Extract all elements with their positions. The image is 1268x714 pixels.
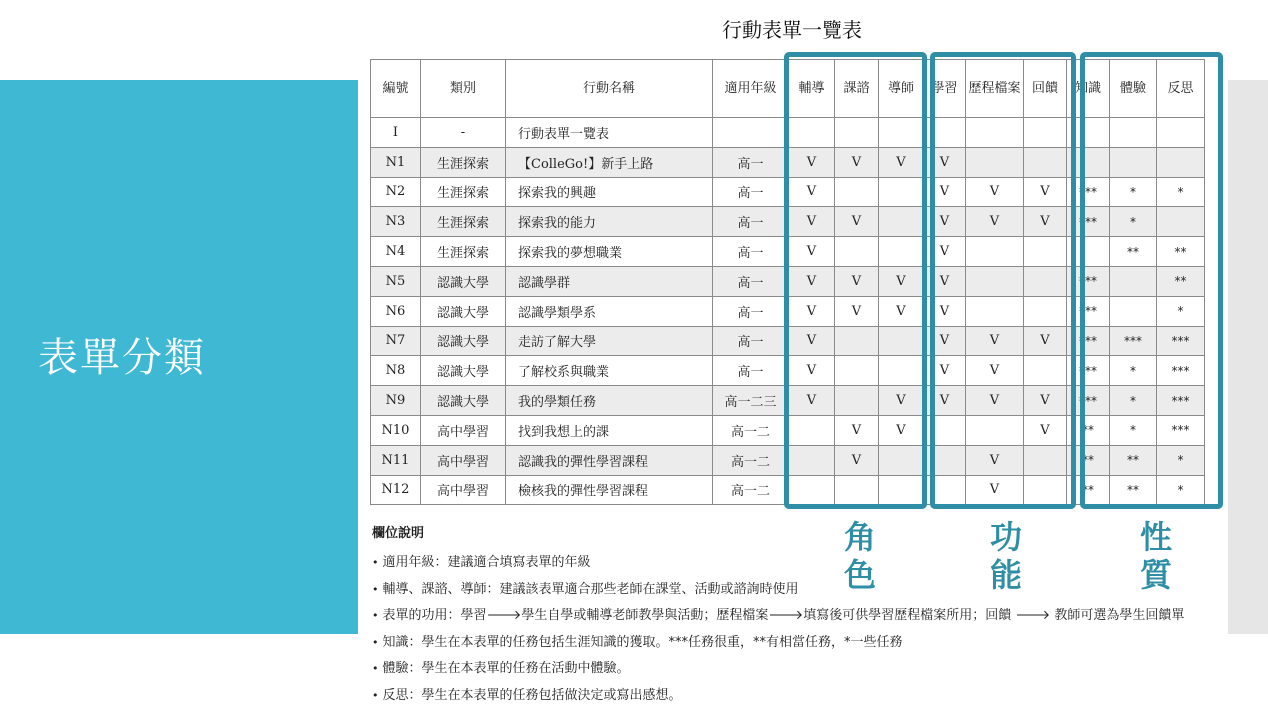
nature-group-box — [1080, 52, 1223, 509]
table-cell: V — [879, 415, 924, 445]
note-line — [372, 656, 1184, 683]
table-cell: V — [789, 237, 835, 267]
table-cell: ** — [1067, 475, 1110, 505]
table-cell: V — [966, 177, 1024, 207]
table-cell: N9 — [371, 386, 421, 416]
table-cell: 探索我的興趣 — [506, 177, 713, 207]
table-cell: V — [789, 266, 835, 296]
table-cell: ** — [1157, 237, 1205, 267]
note-text: 知識：學生在本表單的任務包括生涯知識的獲取。***任務很重，**有相當任務，*一些任務 — [382, 634, 903, 650]
table-cell: * — [1157, 177, 1205, 207]
note-text: 體驗：學生在本表單的任務在活動中體驗。 — [382, 661, 630, 676]
field-notes — [372, 522, 1184, 709]
table-cell: * — [1110, 415, 1157, 445]
table-cell: V — [835, 207, 879, 237]
table-cell: V — [879, 386, 924, 416]
table-cell: N2 — [371, 177, 421, 207]
table-cell: 我的學類任務 — [506, 386, 713, 416]
table-cell: *** — [1157, 415, 1205, 445]
table-cell: V — [966, 356, 1024, 386]
table-cell: V — [924, 266, 966, 296]
table-cell: V — [1024, 207, 1067, 237]
table-cell: 認識大學 — [421, 296, 506, 326]
table-cell: V — [924, 356, 966, 386]
table-cell: 認識學類學系 — [506, 296, 713, 326]
table-cell: V — [835, 266, 879, 296]
table-cell: 高一 — [713, 147, 789, 177]
bullet-icon: • — [372, 582, 379, 596]
table-cell: N4 — [371, 237, 421, 267]
table-cell: 認識大學 — [421, 266, 506, 296]
table-cell: *** — [1157, 356, 1205, 386]
table-cell: N11 — [371, 445, 421, 475]
table-cell: 認識大學 — [421, 356, 506, 386]
table-cell: 找到我想上的課 — [506, 415, 713, 445]
table-cell: *** — [1067, 326, 1110, 356]
table-cell: ** — [1110, 475, 1157, 505]
table-cell: 高一二 — [713, 475, 789, 505]
table-cell: V — [789, 296, 835, 326]
table-cell: 高一二 — [713, 445, 789, 475]
table-cell: V — [879, 266, 924, 296]
function-group-box — [930, 52, 1076, 509]
table-cell: V — [789, 326, 835, 356]
table-cell: 認識我的彈性學習課程 — [506, 445, 713, 475]
table-cell: *** — [1157, 386, 1205, 416]
note-line — [372, 630, 1184, 657]
notes-title: 欄位說明 — [372, 526, 425, 541]
table-cell: N10 — [371, 415, 421, 445]
table-cell: V — [789, 147, 835, 177]
table-cell: *** — [1067, 207, 1110, 237]
column-header: 類別 — [421, 60, 506, 118]
table-cell: 高中學習 — [421, 445, 506, 475]
section-panel — [0, 80, 358, 634]
table-cell: V — [924, 326, 966, 356]
table-cell: *** — [1067, 386, 1110, 416]
table-cell: V — [966, 207, 1024, 237]
table-cell: N1 — [371, 147, 421, 177]
table-cell: V — [1024, 177, 1067, 207]
table-cell: V — [924, 237, 966, 267]
section-title: 表單分類 — [38, 335, 206, 381]
table-cell: V — [966, 386, 1024, 416]
document-title: 行動表單一覽表 — [722, 18, 862, 42]
column-header: 行動名稱 — [506, 60, 713, 118]
column-header: 輔導 — [789, 60, 835, 118]
bullet-icon: • — [372, 635, 379, 649]
column-header: 課諮 — [835, 60, 879, 118]
table-cell: 生涯探索 — [421, 177, 506, 207]
table-cell: N3 — [371, 207, 421, 237]
table-cell: 探索我的能力 — [506, 207, 713, 237]
side-strip — [1228, 80, 1268, 634]
note-text: 輔導、課諮、導師：建議該表單適合那些老師在課堂、活動或諮詢時使用 — [382, 581, 799, 597]
table-cell: *** — [1067, 266, 1110, 296]
table-cell: 高一 — [713, 266, 789, 296]
nature-group-label: 性質 — [1139, 518, 1172, 594]
table-cell: V — [879, 147, 924, 177]
column-header: 學習 — [924, 60, 966, 118]
column-header: 編號 — [371, 60, 421, 118]
column-header: 體驗 — [1110, 60, 1157, 118]
table-cell: V — [924, 207, 966, 237]
table-cell: 高中學習 — [421, 475, 506, 505]
table-cell: 高一二三 — [713, 386, 789, 416]
table-cell: I — [371, 118, 421, 148]
table-cell: V — [924, 177, 966, 207]
table-cell: - — [421, 118, 506, 148]
function-group-label: 功能 — [989, 518, 1022, 594]
table-cell: V — [1024, 386, 1067, 416]
table-cell: ** — [1110, 445, 1157, 475]
table-cell: *** — [1157, 326, 1205, 356]
bullet-icon: • — [372, 609, 379, 622]
column-header: 反思 — [1157, 60, 1205, 118]
table-cell: *** — [1067, 177, 1110, 207]
bullet-icon: • — [372, 688, 379, 702]
table-cell: * — [1157, 296, 1205, 326]
table-cell: 探索我的夢想職業 — [506, 237, 713, 267]
table-cell: V — [789, 386, 835, 416]
table-cell: 高一 — [713, 296, 789, 326]
table-cell: *** — [1067, 296, 1110, 326]
column-header: 知識 — [1067, 60, 1110, 118]
table-cell: V — [924, 296, 966, 326]
note-line — [372, 603, 1184, 630]
table-cell: ** — [1067, 415, 1110, 445]
role-group-box — [784, 52, 927, 509]
table-cell: 生涯探索 — [421, 147, 506, 177]
table-cell: * — [1110, 177, 1157, 207]
table-cell: * — [1157, 475, 1205, 505]
table-cell: 高一 — [713, 177, 789, 207]
table-cell: V — [924, 147, 966, 177]
table-cell: 生涯探索 — [421, 237, 506, 267]
table-cell: 生涯探索 — [421, 207, 506, 237]
table-cell: * — [1110, 386, 1157, 416]
note-line — [372, 577, 1184, 604]
table-cell: V — [835, 147, 879, 177]
table-cell: 高一二 — [713, 415, 789, 445]
column-header: 適用年級 — [713, 60, 789, 118]
note-text: 表單的功用：學習🡒學生自學或輔導老師教學與活動；歷程檔案🡒填寫後可供學習歷程檔案所用；回饋 🡒 教師可選為學生回饋單 — [382, 608, 1185, 623]
note-line — [372, 683, 1184, 710]
bullet-icon: • — [372, 556, 379, 569]
table-cell: N7 — [371, 326, 421, 356]
table-cell: 走訪了解大學 — [506, 326, 713, 356]
table-cell: V — [835, 445, 879, 475]
table-cell — [713, 118, 789, 148]
table-cell: V — [789, 356, 835, 386]
table-cell: ** — [1110, 237, 1157, 267]
table-cell: V — [966, 326, 1024, 356]
table-cell: 【ColleGo!】新手上路 — [506, 147, 713, 177]
role-group-label: 角色 — [843, 518, 876, 594]
table-cell: V — [789, 207, 835, 237]
table-cell: N6 — [371, 296, 421, 326]
column-header: 歷程檔案 — [966, 60, 1024, 118]
note-line — [372, 550, 1184, 577]
table-cell: 高一 — [713, 237, 789, 267]
table-cell: V — [1024, 415, 1067, 445]
column-header: 回饋 — [1024, 60, 1067, 118]
table-cell: V — [879, 296, 924, 326]
table-cell: V — [1024, 326, 1067, 356]
table-cell: 高一 — [713, 207, 789, 237]
table-cell: ** — [1157, 266, 1205, 296]
table-cell: * — [1157, 445, 1205, 475]
table-cell: 了解校系與職業 — [506, 356, 713, 386]
note-text: 反思：學生在本表單的任務包括做決定或寫出感想。 — [382, 687, 682, 703]
table-cell: * — [1110, 207, 1157, 237]
bullet-icon: • — [372, 662, 379, 675]
table-cell: 認識大學 — [421, 386, 506, 416]
table-cell: 認識大學 — [421, 326, 506, 356]
table-cell: N8 — [371, 356, 421, 386]
table-cell: V — [835, 415, 879, 445]
table-cell: 高一 — [713, 326, 789, 356]
column-header: 導師 — [879, 60, 924, 118]
table-cell: 檢核我的彈性學習課程 — [506, 475, 713, 505]
table-cell: 高一 — [713, 356, 789, 386]
table-cell: 高中學習 — [421, 415, 506, 445]
table-cell: N12 — [371, 475, 421, 505]
table-cell: *** — [1110, 326, 1157, 356]
table-cell: V — [966, 445, 1024, 475]
note-text: 適用年級：建議適合填寫表單的年級 — [382, 555, 591, 570]
table-cell: V — [966, 475, 1024, 505]
table-cell: 行動表單一覽表 — [506, 118, 713, 148]
table-cell: V — [835, 296, 879, 326]
table-cell: N5 — [371, 266, 421, 296]
table-cell: *** — [1067, 356, 1110, 386]
table-cell: 認識學群 — [506, 266, 713, 296]
table-cell: * — [1110, 356, 1157, 386]
table-cell: V — [924, 386, 966, 416]
table-cell: ** — [1067, 445, 1110, 475]
table-cell: V — [789, 177, 835, 207]
